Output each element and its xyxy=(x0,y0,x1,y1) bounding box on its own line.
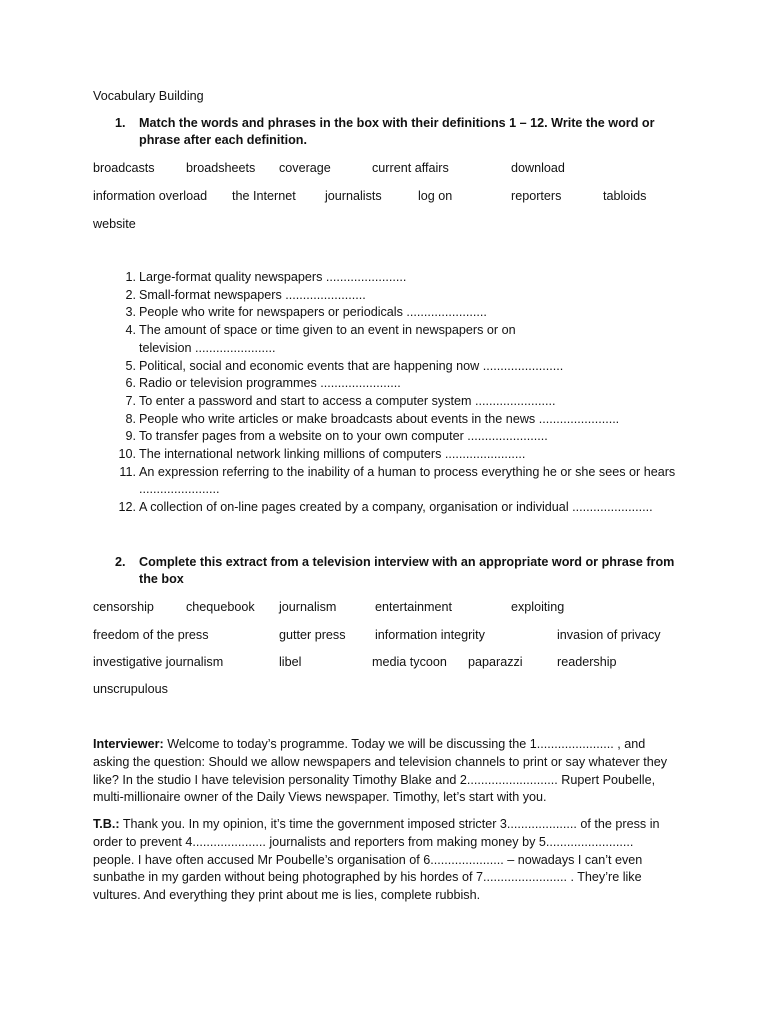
definition-text: The amount of space or time given to an event in newspapers or on television ....................... xyxy=(139,323,516,355)
definition-item xyxy=(114,358,684,376)
definition-number: 12. xyxy=(118,500,136,515)
box-word: information integrity xyxy=(375,628,485,642)
definition-list xyxy=(114,269,684,517)
definition-number: 7. xyxy=(125,393,136,408)
definition-text: People who write articles or make broadcasts about events in the news ....................... xyxy=(139,411,620,426)
definition-text: Political, social and economic events that are happening now ....................... xyxy=(139,358,564,373)
definition-number: 6. xyxy=(125,376,136,391)
definition-item xyxy=(114,499,684,517)
box-word: journalism xyxy=(279,600,337,614)
box-word: exploiting xyxy=(511,600,565,614)
definition-text: The international network linking millions of computers ....................... xyxy=(139,447,526,462)
box-word: paparazzi xyxy=(468,655,523,669)
definition-number: 11. xyxy=(119,464,136,479)
box-word: current affairs xyxy=(372,161,449,175)
section2-instruction: Complete this extract from a television interview with an appropriate word or phrase from the box xyxy=(139,555,675,586)
definition-item xyxy=(114,428,684,446)
speaker-label: T.B.: xyxy=(93,817,120,831)
definition-text: Small-format newspapers ....................... xyxy=(139,287,366,302)
definition-text: People who write for newspapers or periodicals ....................... xyxy=(139,305,487,320)
box-word: readership xyxy=(557,655,617,669)
definition-number: 5. xyxy=(125,358,136,373)
box-word: censorship xyxy=(93,600,154,614)
section1-number: 1. xyxy=(115,116,126,130)
box-word: media tycoon xyxy=(372,655,447,669)
box-word: coverage xyxy=(279,161,331,175)
definition-number: 3. xyxy=(125,305,136,320)
box-word: entertainment xyxy=(375,600,453,614)
box-word: gutter press xyxy=(279,628,346,642)
speaker-label: Interviewer: xyxy=(93,737,164,751)
box-word: freedom of the press xyxy=(93,628,209,642)
definition-item xyxy=(114,322,559,357)
definition-number: 8. xyxy=(125,411,136,426)
definition-number: 4. xyxy=(125,323,136,338)
box-word: broadcasts xyxy=(93,161,155,175)
definition-text: An expression referring to the inability of a human to process everything he or she sees or hears ....................... xyxy=(139,464,676,497)
interviewer-paragraph xyxy=(93,736,673,807)
definition-item xyxy=(114,375,684,393)
definition-number: 9. xyxy=(125,429,136,444)
box-word: invasion of privacy xyxy=(557,628,661,642)
box-word: chequebook xyxy=(186,600,255,614)
box-word: investigative journalism xyxy=(93,655,224,669)
definition-text: To enter a password and start to access a computer system ....................... xyxy=(139,393,556,408)
section2-number: 2. xyxy=(115,555,126,569)
definition-text: Radio or television programmes ....................... xyxy=(139,376,401,391)
box-word: download xyxy=(511,161,565,175)
definition-item xyxy=(114,446,684,464)
definition-text: Large-format quality newspapers ....................... xyxy=(139,270,407,284)
definition-number: 10. xyxy=(118,447,136,462)
box-word: information overload xyxy=(93,189,208,203)
box-word: log on xyxy=(418,189,453,203)
definition-number: 2. xyxy=(125,287,136,302)
definition-number: 1. xyxy=(125,270,136,284)
definition-text: A collection of on-line pages created by a company, organisation or individual ....................... xyxy=(139,500,653,515)
paragraph-text: Welcome to today’s programme. Today we will be discussing the 1...................... , and asking the question: Should we allow newspapers and television channels to print or say whatever they like? In the studio I have television personality Timothy Blake and 2.......................... Rupert Poubelle, multi-millionaire owner of the Daily Views newspaper. Timothy, let’s start with you. xyxy=(93,737,668,805)
box-word: broadsheets xyxy=(186,161,256,175)
definition-item xyxy=(114,464,687,499)
tb-paragraph xyxy=(93,816,673,905)
definition-item xyxy=(114,269,684,287)
box-word: unscrupulous xyxy=(93,682,168,696)
box-word: journalists xyxy=(325,189,382,203)
box-word: reporters xyxy=(511,189,562,203)
definition-item xyxy=(114,287,684,305)
definition-item xyxy=(114,393,684,411)
section1-instruction: Match the words and phrases in the box with their definitions 1 – 12. Write the word or phrase after each definition. xyxy=(139,116,655,147)
definition-text: To transfer pages from a website on to your own computer ....................... xyxy=(139,429,548,444)
box-word: tabloids xyxy=(603,189,647,203)
box-word: libel xyxy=(279,655,302,669)
page-title: Vocabulary Building xyxy=(93,89,204,103)
box-word: website xyxy=(93,217,136,231)
paragraph-text: Thank you. In my opinion, it’s time the government imposed stricter 3.................... of the press in order to prevent 4..................... journalists and reporters from making money by 5......................... people. I have often accused Mr Poubelle’s organisation of 6..................... – nowadays I can’t even sunbathe in my garden without being photographed by his hordes of 7........................ . They’re like vultures. And everything they print about me is lies, complete rubbish. xyxy=(93,817,660,903)
box-word: the Internet xyxy=(232,189,296,203)
definition-item xyxy=(114,304,684,322)
definition-item xyxy=(114,411,684,429)
